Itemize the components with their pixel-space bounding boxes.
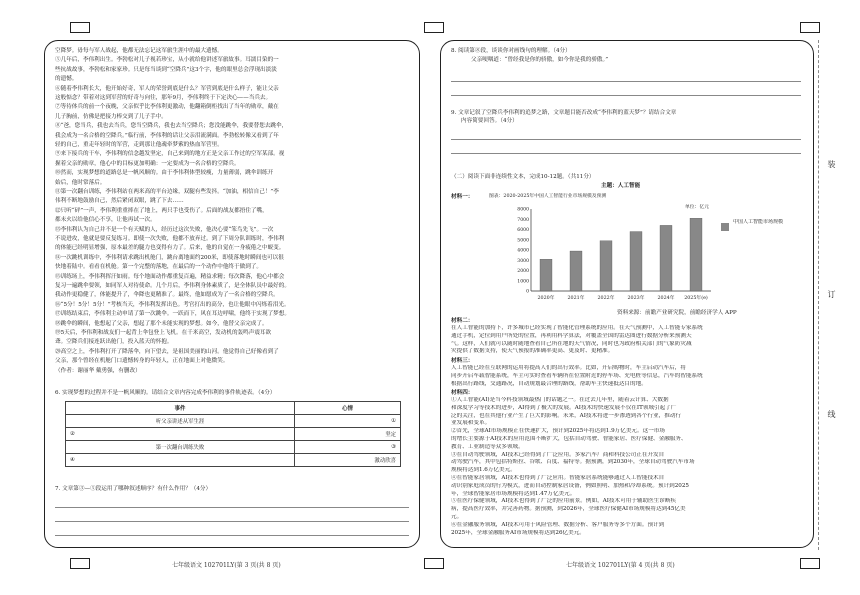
text-line: 始后，他时常落后。 [55,179,106,186]
text-line: 气。这样，人们就可以随时随地查看自己所在地的天气情况，同时也为政府相关部门的气象防灾减 [451,340,692,347]
left-footer: 七年级语文 102701LY(第 3 页(共 8 页) [172,562,281,569]
corner-mark [424,22,444,33]
text-line: 人工智能已经在互联网的运用将提高人们的出行效率。比如，开启购物时，车主启动汽车后，将 [451,365,686,371]
text-line: ③在自动驾驶领域，AI技术已经得到了广泛应用。多家汽车厂商和科技公司正在开发自 [451,451,665,458]
legend-label: 中国人工智能市场规模 [733,219,784,225]
y-tick-label: 7000 [517,217,529,223]
text-line: 伟利不断地鼓励自己，然后紧闭双眼，跳了下去…… [55,198,184,205]
text-line: ⑤几年后，李伟利出生。李勃松对儿子视若珍宝，从小就给他讲述军旅故事。耳濡目染的一 [55,57,279,64]
text-line: ⑭一次跳机训练中，李伟利请求跳出机舱门，跳台离地面约200米，即使落地时瞬间也可以很 [55,254,284,261]
text-line: 根据出行路线，交通路况，自动规划最合理的路线，帮助车主快速抵达目的地。 [451,380,647,387]
bar [570,251,582,291]
right-footer: 七年级语文 102701LY(第 4 页(共 8 页) [566,562,675,569]
left-page-panel [44,40,420,548]
text-line: 我会成为一名合格的空降兵。”临行前，李伟利的话让父亲泪流满面。李勃松转像又看到了年 [55,132,279,139]
text-line: ⑯“5分！5分！5分！”考核当天，李伟利发挥出色。考官打出的高分，也让他眼中闪烁着泪光。 [55,301,290,308]
table-header-mood: 心情 [295,402,401,415]
mood-cell[interactable]: ① [295,415,401,428]
text-line: 聋。空降兵们接连跃出舱门，投入蓝天的怀抱。 [55,339,173,346]
text-line: 儿子胸前，仿佛是把接力棒交到了儿子手中。 [55,113,167,120]
y-tick-label: 6000 [517,228,529,234]
corner-mark [70,22,90,33]
side-label-zhuang: 装 [827,160,836,168]
y-tick-label: 3000 [517,258,529,264]
x-tick-label: 2025年(e) [684,296,708,301]
text-line: 动驾驶汽车，其中包括特斯拉、谷歌、百度、福特等。据预测，到2030年，全球自动驾驶汽车市场 [451,459,695,466]
x-tick-label: 2023年 [627,296,645,301]
text-line: 空降梦。毋每与军人战起，他都无法忘记这军旅生涯中的最大遗憾。 [55,48,223,54]
corner-mark [424,558,444,569]
y-tick-label: 1000 [517,279,529,285]
answer-line[interactable] [451,153,801,154]
mood-cell: 坚定 [295,428,401,441]
bar [630,232,642,291]
text-line: 年，全球智能家居市场规模将达到1.47万亿美元。 [451,490,576,497]
text-line: 动识别家庭成员的行为模式，进而自动控制家居设备，例如照明、加热和冷却系统。预计到2025 [451,482,689,489]
mood-cell: 激动欣喜 [295,454,401,467]
question-8-quote: 父亲哽咽道：“曾经我是你的骄傲，如今你是我的骄傲。” [471,57,609,63]
text-line: ⑥在金融服务领域，AI技术可用于风险管理、数据分析、客户服务等多个方面。预计到 [451,521,665,528]
answer-line[interactable] [451,95,801,96]
material-3-label: 材料三： [451,358,474,364]
x-tick-label: 2020年 [537,296,555,301]
text-line: 教育、工业制造等众多领域。 [451,443,524,450]
bar [660,225,672,291]
text-line: ④在智能家居领域，AI技术也得到了广泛应用。智能家居系统能够通过人工智能技术自 [451,475,665,481]
legend-swatch [721,223,729,231]
text-line: 元。 [451,514,463,520]
y-tick-label: 0 [526,289,529,295]
text-line: 的遗憾。 [55,76,78,83]
y-tick-label: 2000 [517,269,529,275]
corner-mark [800,558,820,569]
text-line: 业发展和变革。 [451,420,491,427]
bar [690,218,702,291]
text-line: 不说进攻，他就是要反复练习。即使一次失败，他都不放弃过。到了下周分队训练时，李伟利 [55,236,285,242]
binding-line [818,40,819,550]
text-line: 轻的自己，重走年轻时的军营，走到那让他魂牵梦萦的热血军营里。 [55,142,223,148]
question-7: 7. 文章第③—⑤段运用了哪种叙述顺序？有什么作用？（4分） [55,486,212,492]
text-line: 2025年，全球金融服务AI市场规模将达到26亿美元。 [451,529,585,536]
chart-source: 资料来源：前瞻产业研究院，前瞻经济学人 APP [617,310,737,316]
text-line: 病，提高医疗效率，并完善药物。据预测，到2026年，全球医疗保健AI市场规模将达到45亿美 [451,506,686,513]
text-line: ⑬李伟利认为自己并不是一个有天赋的人，经历过这次失败，他决心要“笨鸟先飞”。一次 [55,226,274,233]
bar [540,259,552,291]
text-line: ⑤在医疗保健领域，AI技术也得到了广泛的应用前景。例如，AI技术可用于辅助医生诊断疾 [451,498,677,505]
answer-line[interactable] [55,535,409,536]
material-4-label: 材料四： [451,390,474,396]
y-tick-label: 4000 [517,248,529,254]
table-row [66,415,401,428]
bar [600,241,612,291]
text-line: ⑳高空之上，李伟利打开了降落伞，向下望去，是祖国美丽的山河。他觉得自己好像看到了 [55,348,279,355]
x-tick-label: 2024年 [657,296,675,301]
corner-mark [70,558,90,569]
event-cell[interactable]: ④ [66,454,295,467]
text-line: 这般惦念？带着对这到军营的好奇与向往，那年9月，李伟利终于下定决心——当兵去。 [55,95,272,101]
text-line: ②首先，全球AI市场规模正在快速扩大，预计到2025年将达到1.9万亿美元。这一市场 [451,428,665,435]
answer-line[interactable] [55,521,409,522]
text-line: 的体能已经明显增强，原本最差的腿力也变得有力了。后来，他的自觉在一身疲倦之中蜕变。 [55,245,285,252]
table-row [66,441,401,454]
text-line: 握着父亲的勋章，他心中的目标更加明确：一定要成为一名合格的空降兵。 [55,160,240,167]
answer-line[interactable] [451,139,801,140]
text-line: 的增长主要源于AI技术的应用范围不断扩大，包括自动驾驶、智能家居、医疗保健、金融服务、 [451,436,687,442]
text-line: ⑲5天后，李伟利和战友们一起背上伞包登上飞机。在千米高空，发动机的轰鸣声震耳欲 [55,330,272,336]
text-line: 我动作更稳健了，体能提升了，伞降也更精准了。最终，他如愿成为了一名合格的空降兵。 [55,292,279,299]
text-line: 通过手机，定位到用户所处的位置，再利用科学算法，对覆盖全国的雷达图进行数据分析来预测天 [451,332,692,339]
text-line: 快地着陆中。看看在机舱。第一个完整的落地，在最后的一个动作中他终于做到了。 [55,264,262,271]
market-size-chart [501,201,721,309]
text-line: ⑰训练结束后，李伟利主动申请了第一次跳伞。一跃而下，风在耳边呼啸，他终于实现了梦想。 [55,311,290,318]
text-line: 同步开启车载智能系统，车主可实时查看车辆所在位置附近的停车场、充电桩等信息，汽车的智能系统 [451,372,703,379]
event-table [65,401,401,467]
chart-caption: 图表：2020-2025年中国人工智能行业市场规模及预测 [489,194,607,199]
y-axis-unit: 单位：亿元 [685,205,709,210]
question-9: 9. 文章记叙了空降兵李伟利的追梦之路，文章题目能否改成“李伟利的蓝天梦”？请结合文章 [451,110,677,116]
text-line: 规模将达到1.6万亿美元。 [451,467,516,474]
event-cell: 第一次翻台训练失败 [66,441,295,454]
right-page-panel [440,40,814,548]
section-2-heading: （二）阅读下面非连续性文本，完成10-12题。（共11分） [451,174,595,180]
text-line: 在人工智能的加持下，许多城市已经实现了智能化管理系统的应用。在天气预测中，人工智能专家系统 [451,325,703,331]
material-2-label: 材料二： [451,318,474,324]
corner-mark [800,22,820,33]
event-cell: 听父亲讲述从军生涯 [66,415,295,428]
text-line: 和深度学习等技术的进步，AI得到了极大的发展。AI技术的快速发展不仅在IT领域引起了广 [451,404,677,411]
text-line: 些抗战故事，李勃松和家家珍。只是每当谈到“空降兵”这3个字，他的眼里总会浮现出淡淡 [55,66,277,73]
table-row [66,454,401,467]
y-tick-label: 5000 [517,238,529,244]
text-line: ⑪第一次翻台训练，李伟利站在两米高的平台边缘，双腿有些发抖。“加油，相信自己！”李 [55,189,279,195]
question-9-cont: 内容简要回答。（4分） [461,118,518,124]
text-line: ⑥随着李伟利长大，他开始好奇，军人的荣誉到底是什么？军营到底是什么样子，能让父亲 [55,85,279,92]
text-line: ①人工智能(AI)是当今科技领域最热门的话题之一。在过去几年里，随着云计算、大数据 [451,397,669,403]
text-line: 泛的关注，也在其他行业产生了巨大的影响。未来，AI技术将进一步渗透到各个行业，推动行 [451,412,682,419]
question-8: 8. 阅读第⑧段，谈谈你对画线句的理解。（4分） [451,48,571,54]
answer-line[interactable] [451,81,801,82]
side-label-xian: 线 [827,410,836,418]
x-tick-label: 2021年 [567,296,585,301]
topic-title: 主题：人工智能 [601,183,641,189]
text-line: ⑫只听“砰”一声，李伟利重重摔在了地上，两只手也受伤了。后面的战友都捂住了嘴， [55,207,268,214]
text-line: 灾提供了数据支持，使天气预报的准确率更高、更及时、更精准。 [451,348,614,355]
x-tick-label: 2022年 [597,296,615,301]
text-line: ⑱跳伞的瞬间，他想起了父亲，想起了那个未能实现的梦想。如今，他替父亲完成了。 [55,320,268,327]
table-row [66,428,401,441]
material-1-label: 材料一： [451,194,474,200]
text-line: ⑮训练场上，李伟利挥汗如雨。每个地面动作都重复百遍，精益求精；每次降落，他心中都会 [55,273,285,280]
table-header-event: 事件 [66,402,295,415]
text-line: （作者：谢丽华 戴勇强，有删改） [55,367,141,374]
text-line: ⑩然而，实现梦想的道路总是一帆风顺的。由于李伟利体型较瘦，力量薄弱，跳伞训练开 [55,170,274,177]
mood-cell[interactable]: ③ [295,441,401,454]
answer-line[interactable] [55,507,409,508]
text-line: ⑨来下接兵的干车，李伟利的信念越发坚定，自己来到的地方正是父亲工作过的空军某部。视 [55,151,285,158]
story-text [55,47,411,387]
y-tick-label: 8000 [517,207,529,213]
text-line: ⑧“爸，您当兵，我也去当兵，您当空降兵，我也去当空降兵；您没能跳伞，我要替您去跳伞， [55,123,288,130]
side-label-ding: 订 [827,290,836,298]
text-line: 父亲，那个曾经在机舱门口遗憾转身的年轻人，正在地面上对他微笑。 [55,358,229,365]
question-6: 6. 实现梦想的过程并不是一帆风顺的。请结合文章内容完成李伟利的事件轨迹表。（4分） [55,390,276,396]
text-line: 复习一遍跳伞要领，如同军人对待使命。几个月后，李伟利身体素质了，是全体队员中最好的。 [55,283,290,289]
event-cell[interactable]: ② [66,428,295,441]
text-line: ⑦等待体兵的前一个夜晚，父亲似乎比李伟利更激动，他翻箱倒柜找出了当年的勋章，戴在 [55,104,279,111]
text-line: 都未火以给他信心不享，让他再试一次。 [55,217,156,224]
